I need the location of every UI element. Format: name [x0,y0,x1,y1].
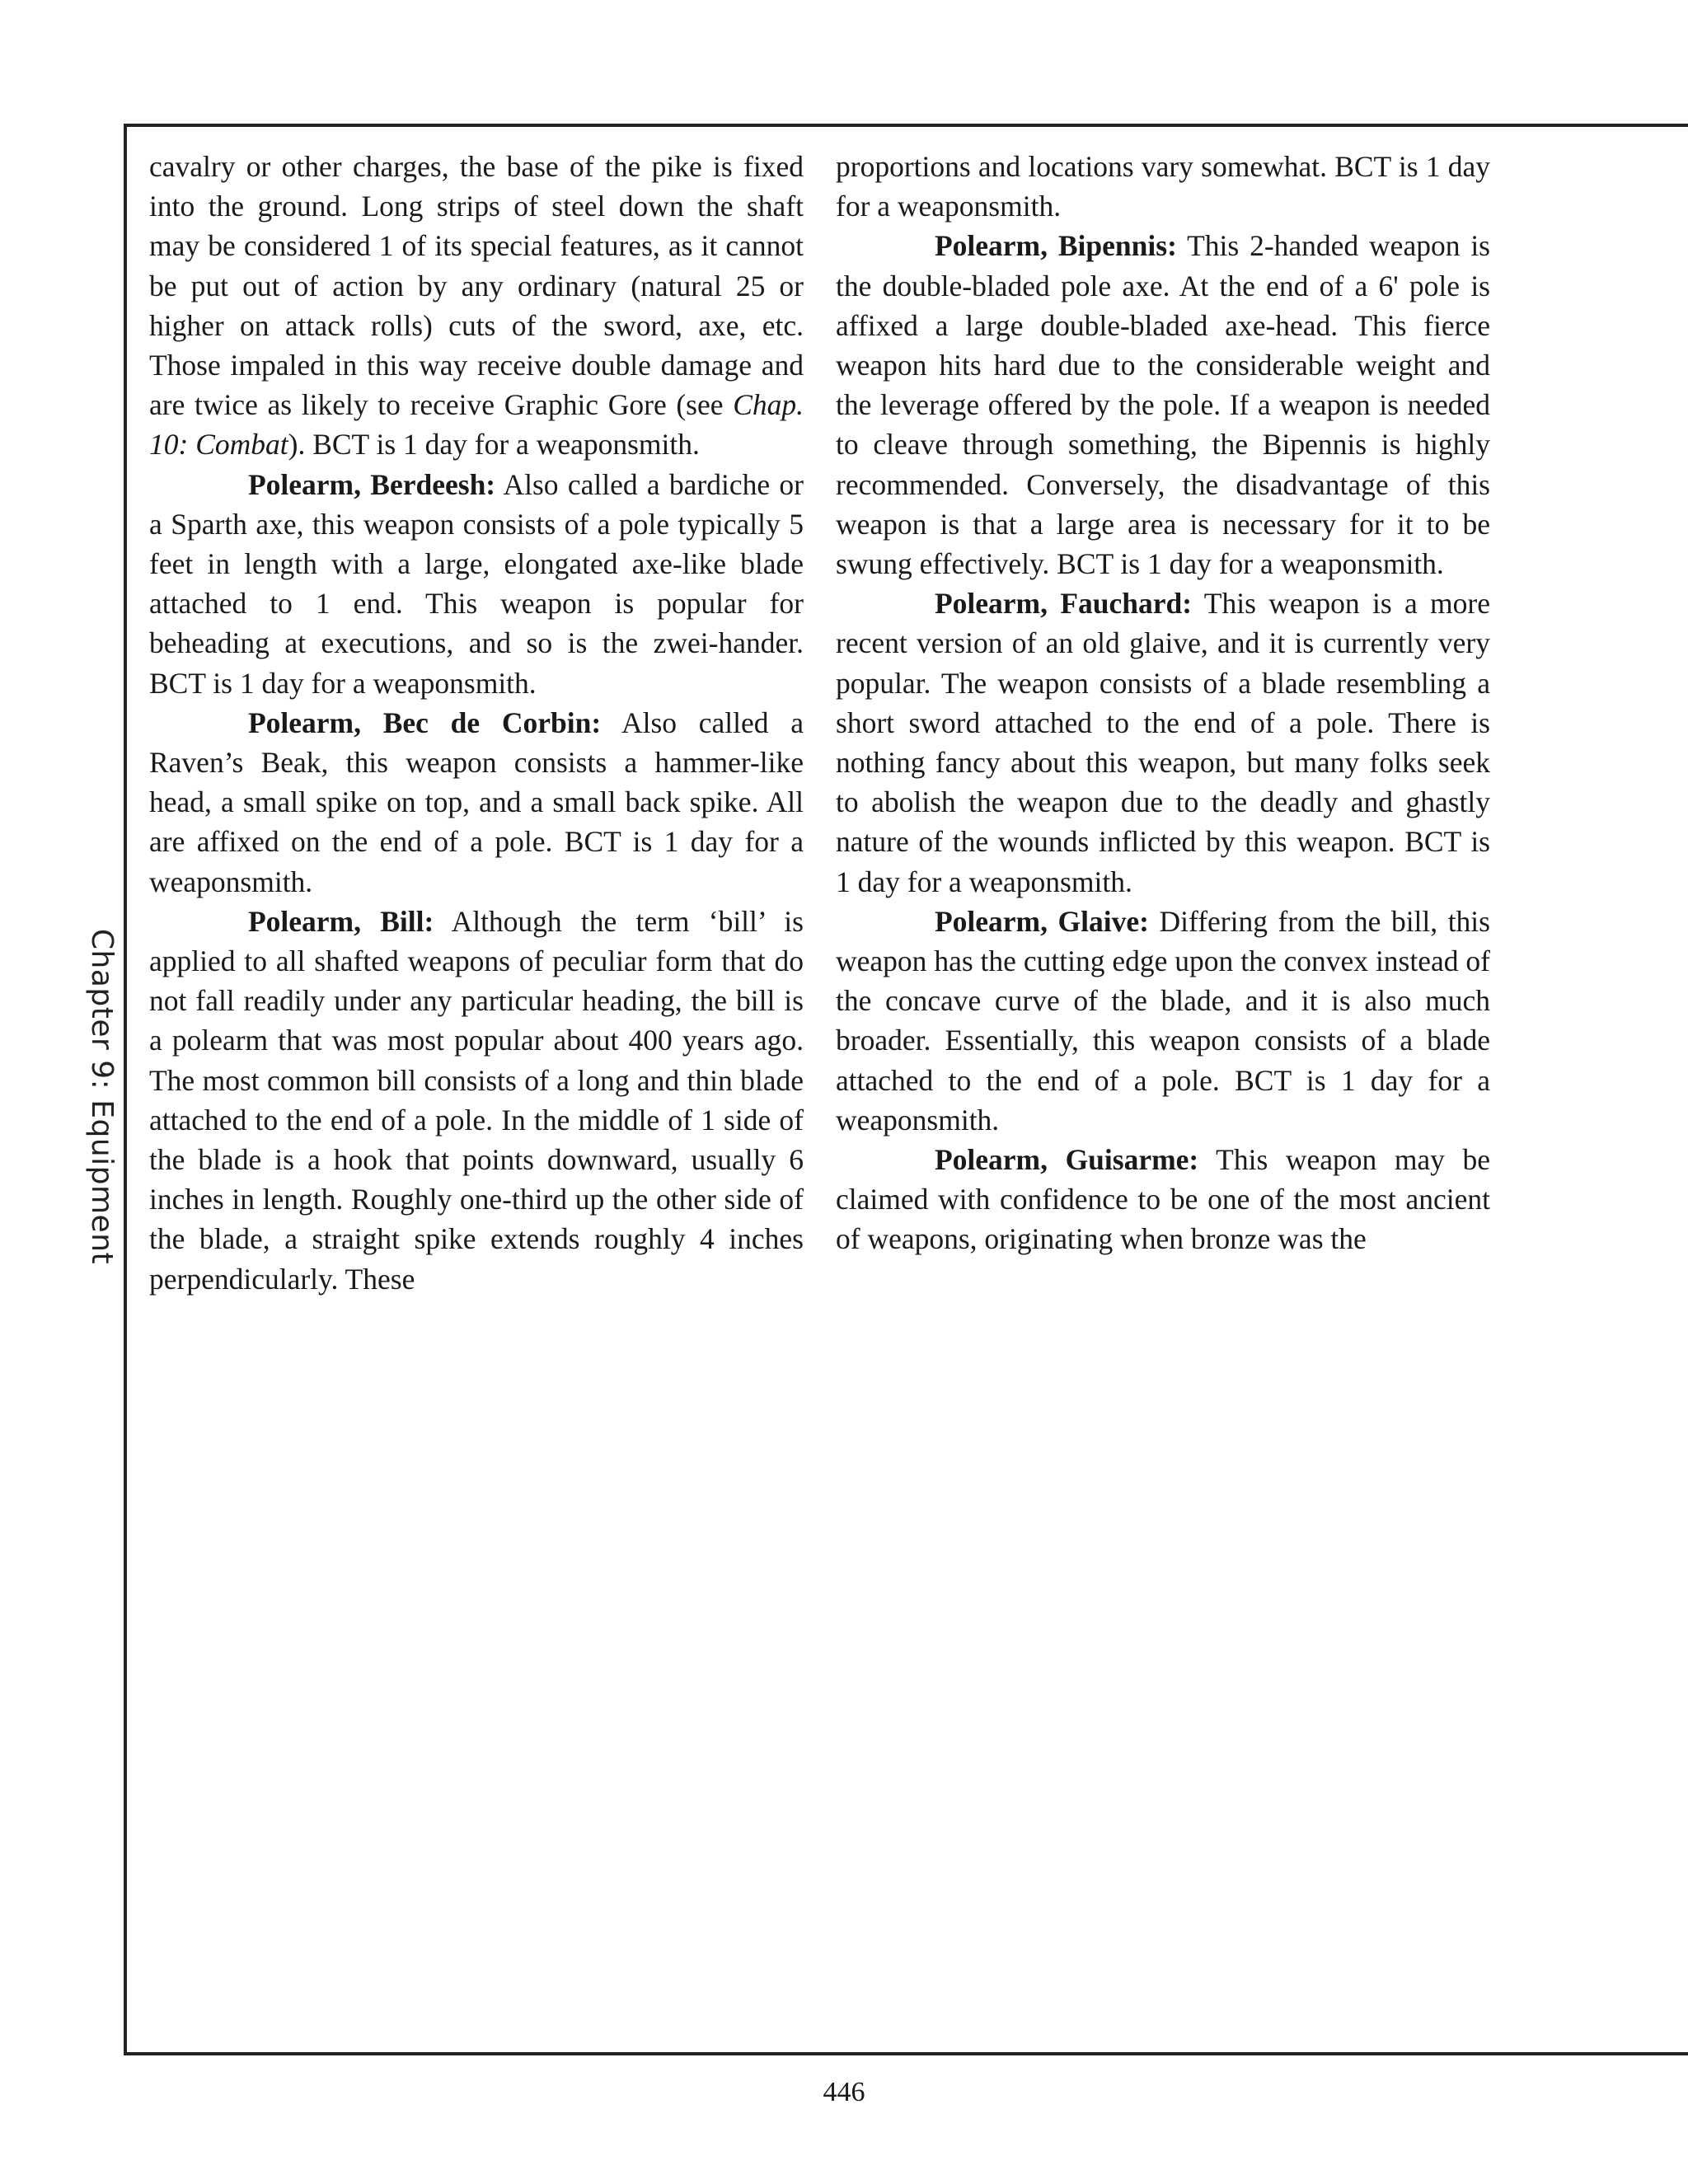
chapter-reference: Chap. 10: Combat [149,388,804,462]
paragraph-pike-continued: cavalry or other charges, the base of the pike is fixed into the ground. Long strips of steel down the shaft may be considered 1 of its special features, as it cannot be put out of action by any ordinary (natural 25 or higher on attack rolls) cuts of the sword, axe, etc. Those impaled in this way receive double damage and are twice as likely to receive Graphic Gore (see Chap. 10: Combat). BCT is 1 day for a weaponsmith. [149,150,804,462]
right-column [836,147,1490,1259]
entry-text: Also called a Raven’s Beak, this weapon consists a hammer-like head, a small spike on top, and a small back spike. All are affixed on the end of a pole. BCT is 1 day for a weaponsmith. [149,705,804,898]
entry-heading: Polearm, Glaive: [935,904,1149,938]
entry-glaive [836,902,1490,1140]
entry-fauchard [836,583,1490,902]
entry-guisarme [836,1140,1490,1259]
entry-bec-de-corbin [149,703,804,902]
entry-text: This weapon may be claimed with confidence to be one of the most ancient of weapons, originating when bronze was the [836,1143,1491,1256]
paragraph-bill-continued: proportions and locations vary somewhat. BCT is 1 day for a weaponsmith. [836,150,1490,223]
entry-text: Differing from the bill, this weapon has the cutting edge upon the convex instead of the concave curve of the blade, and it is also much broader. Essentially, this weapon consists of a blade attached to the end of a pole. BCT is 1 day for a weaponsmith. [836,904,1490,1137]
entry-text: This 2-handed weapon is the double-bladed pole axe. At the end of a 6' pole is affixed a large double-bladed axe-head. This fierce weapon hits hard due to the considerable weight and the leverage offered by the pole. If a weapon is needed to cleave through something, the Bipennis is highly recommended. Conversely, the disadvantage of this weapon is that a large area is necessary for it to be swung effectively. BCT is 1 day for a weaponsmith. [836,229,1490,581]
entry-heading: Polearm, Bipennis: [935,229,1177,263]
entry-heading: Polearm, Fauchard: [935,587,1193,621]
entry-heading: Polearm, Bill: [248,904,434,938]
left-column [149,147,804,1299]
chapter-side-tab [77,907,127,1286]
entry-text: Also called a bardiche or a Sparth axe, this weapon consists of a pole typically 5 feet in length with a large, elongated axe-like blade attached to 1 end. This weapon is popular for beheading at executions, and so is the zwei-hander. BCT is 1 day for a weaponsmith. [149,467,804,700]
entry-heading: Polearm, Guisarme: [935,1143,1199,1177]
entry-bipennis [836,226,1490,583]
entry-text: This weapon is a more recent version of an old glaive, and it is currently very popular. The weapon consists of a blade resembling a short sword attached to the end of a pole. There is nothing fancy about this weapon, but many folks seek to abolish the weapon due to the deadly and ghastly nature of the wounds inflicted by this weapon. BCT is 1 day for a weaponsmith. [836,587,1490,898]
entry-bill [149,902,804,1299]
entry-heading: Polearm, Berdeesh: [248,467,496,501]
entry-heading: Polearm, Bec de Corbin: [248,705,602,739]
entry-text: Although the term ‘bill’ is applied to all shafted weapons of peculiar form that do not fall readily under any particular heading, the bill is a polearm that was most popular about 400 years ago. The most common bill consists of a long and thin blade attached to the end of a pole. In the middle of 1 side of the blade is a hook that points downward, usually 6 inches in length. Roughly one-third up the other side of the blade, a straight spike extends roughly 4 inches perpendicularly. These [149,904,804,1296]
page-number: 446 [823,2077,865,2107]
entry-berdeesh [149,465,804,703]
chapter-label: Chapter 9: Equipment [85,928,120,1264]
